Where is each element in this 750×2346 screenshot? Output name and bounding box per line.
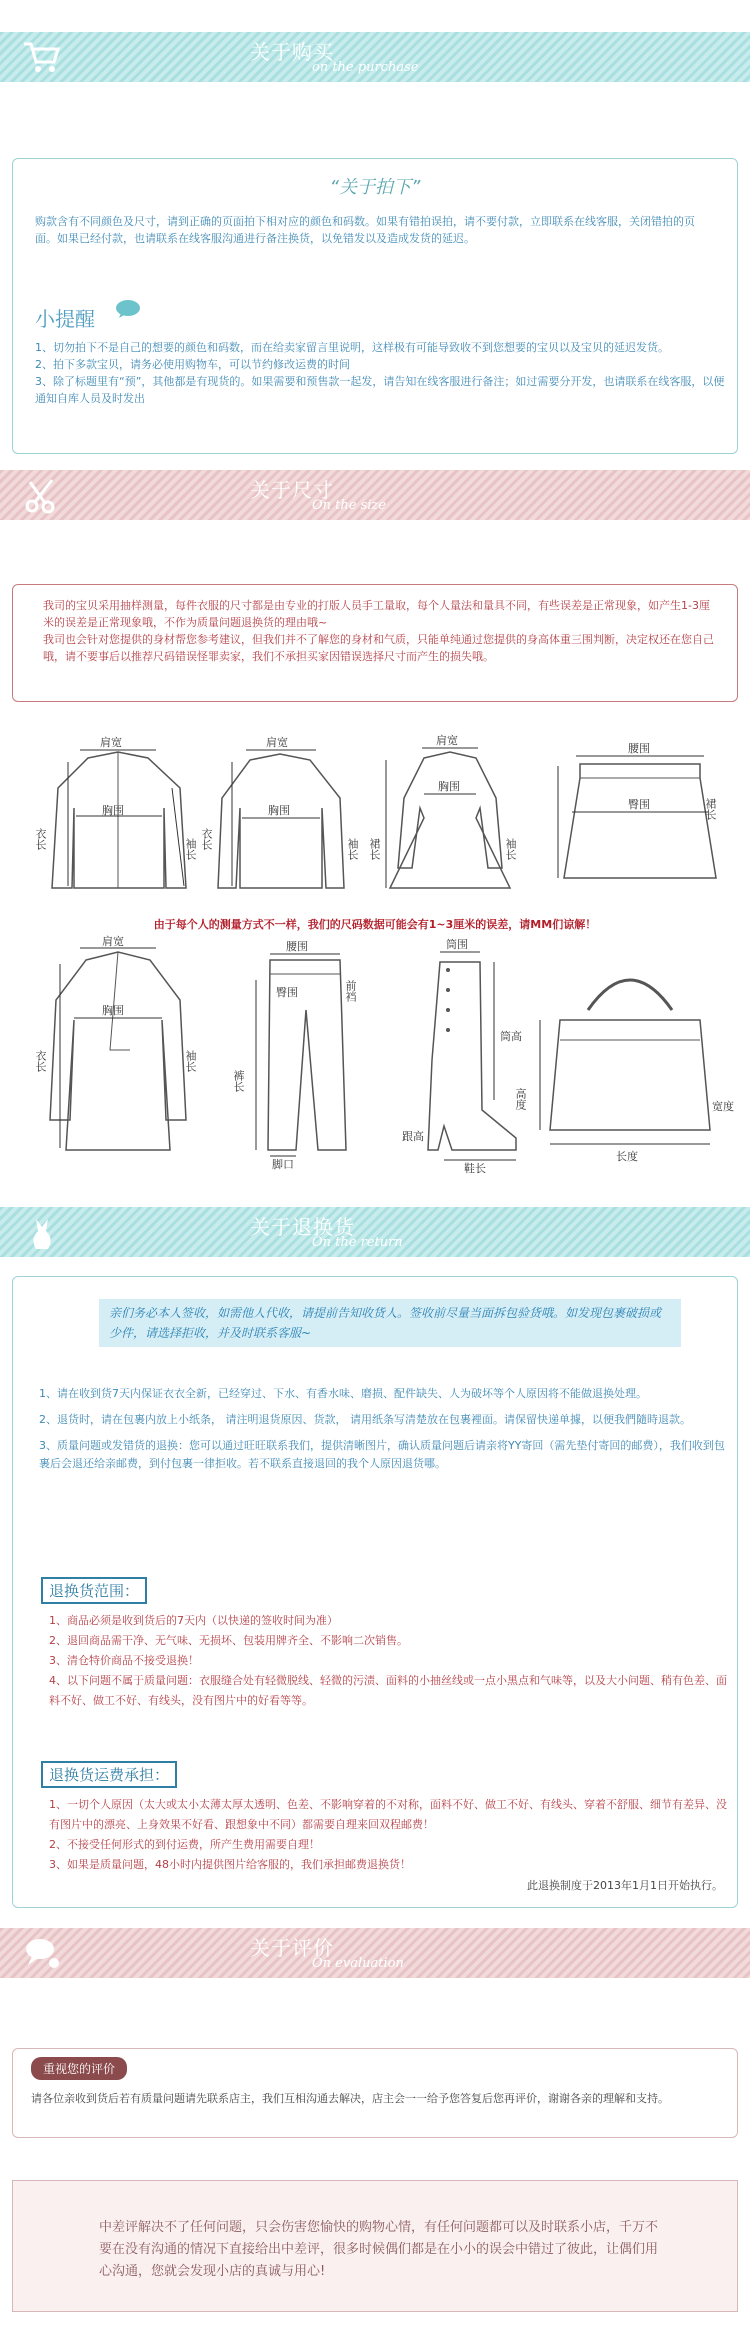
- label-front-rise: 前裆: [344, 980, 356, 1002]
- label-hip: 臀围: [628, 799, 650, 811]
- returns-list: [39, 1385, 729, 1473]
- evaluation-paragraph: 请各位亲收到货后若有质量问题请先联系店主，我们互相沟通去解决，店主会一一给予您答复后您再评价，谢谢各亲的理解和支持。: [31, 2092, 669, 2105]
- returns-box: [12, 1276, 738, 1908]
- scissors-ruler-icon: [22, 476, 62, 514]
- size-notice-box: [12, 584, 738, 702]
- returns-highlight: 亲们务必本人签收，如需他人代收，请提前告知收货人。签收前尽量当面拆包验货哦。如发现包裹破损或少件，请选择拒收，并及时联系客服~: [99, 1299, 681, 1347]
- returns-title: 关于退换货: [250, 1215, 355, 1239]
- pants-diagram: [256, 954, 346, 1156]
- label-sleeve: 袖长: [184, 1050, 196, 1072]
- label-bust: 胸围: [102, 1005, 124, 1017]
- fee-item: 2、不接受任何形式的到付运费，所产生费用需要自理！: [49, 1838, 320, 1851]
- evaluation-quote-box: [12, 2180, 738, 2312]
- chat-bubbles-icon: [22, 1934, 62, 1972]
- label-waist: 腰围: [628, 743, 650, 755]
- evaluation-subtitle: On evaluation: [312, 1956, 404, 1971]
- label-shaft: 筒高: [500, 1031, 522, 1043]
- cat-icon: [22, 1213, 62, 1251]
- scope-item: 4、以下问题不属于质量问题：衣服缝合处有轻微脱线、轻微的污渍、面料的小抽丝线或一点小黑点和气味等，以及大小问题、稍有色差、面料不好、做工不好、有线头，没有图片中的好看等等。: [49, 1674, 727, 1707]
- label-heel: 跟高: [402, 1131, 424, 1143]
- reminder-title: 小提醒: [35, 307, 95, 331]
- returns-item: 1、请在收到货7天内保证衣衣全新，已经穿过、下水、有香水味、磨损、配件缺失、人为破坏等个人原因将不能做退换处理。: [39, 1387, 647, 1400]
- purchase-paragraph: 购款含有不同颜色及尺寸，请到正确的页面拍下相对应的颜色和码数。如果有错拍误拍，请不要付款，立即联系在线客服，关闭错拍的页面。如果已经付款，也请联系在线客服沟通进行备注换货，以免错发以及造成发货的延迟。: [35, 215, 695, 245]
- label-shoulder: 肩宽: [102, 936, 124, 948]
- reminder-item: 2、拍下多款宝贝，请务必使用购物车，可以节约修改运费的时间: [35, 358, 350, 371]
- evaluation-badge: 重视您的评价: [31, 2057, 127, 2080]
- dress-diagram: [386, 748, 510, 888]
- size-title: 关于尺寸: [250, 478, 334, 502]
- label-length: 衣长: [200, 828, 212, 850]
- label-shoulder: 肩宽: [436, 735, 458, 747]
- size-notice: 我司的宝贝采用抽样测量，每件衣服的尺寸都是由专业的打版人员手工量取，每个人量法和量具不同，有些误差是正常现象，如产生1-3厘米的误差是正常现象哦，不作为质量问题退换货的理由哦~ 我司也会针对您提供的身材帮您参考建议，但我们并不了解您的身材和气质，只能单纯通过您提供的身高体重三围判断，决定权还在您自己哦，请不要事后以推荐尺码错误怪罪卖家，我们不承担买家因错误选择尺寸而产生的损失哦。: [43, 599, 714, 663]
- jacket-diagram: [52, 750, 186, 888]
- reminder-item: 1、切勿拍下不是自己的想要的颜色和码数，而在给卖家留言里说明，这样极有可能导致收不到您想要的宝贝以及宝贝的延迟发货。: [35, 341, 669, 354]
- speech-bubble-icon: [115, 299, 141, 319]
- shopping-cart-icon: [22, 38, 62, 76]
- skirt-diagram: [558, 756, 716, 878]
- scope-title: 退换货范围：: [41, 1577, 147, 1604]
- label-bust: 胸围: [438, 781, 460, 793]
- label-height: 高度: [514, 1088, 526, 1110]
- returns-banner: [0, 1207, 750, 1257]
- size-diagrams-bottom: [34, 936, 734, 1175]
- label-sleeve: 袖长: [504, 838, 516, 860]
- label-foot: 鞋长: [464, 1163, 486, 1175]
- label-length: 衣长: [34, 1050, 46, 1072]
- label-leg-opening: 脚口: [272, 1159, 294, 1171]
- label-sleeve: 袖长: [346, 838, 358, 860]
- label-skirt-length: 裙长: [704, 798, 716, 820]
- fee-list: [49, 1795, 729, 1875]
- label-bag-width: 宽度: [712, 1101, 734, 1113]
- fee-item: 3、如果是质量问题，48小时内提供图片给客服的，我们承担邮费退换货！: [49, 1858, 411, 1871]
- purchase-heading: “关于拍下”: [329, 177, 421, 198]
- label-bust: 胸围: [268, 805, 290, 817]
- purchase-title: 关于购买: [250, 40, 334, 64]
- fee-item: 1、一切个人原因（太大或太小太薄太厚太透明、色差、不影响穿着的不对称，面料不好、做工不好、有线头、穿着不舒服、细节有差异、没有图片中的漂亮、上身效果不好看、跟想象中不同）都需要自理来回双程邮费！: [49, 1798, 727, 1831]
- evaluation-box: [12, 2048, 738, 2138]
- boot-diagram: [428, 952, 516, 1160]
- fee-title: 退换货运费承担：: [41, 1761, 177, 1788]
- size-diagrams-top: [34, 735, 720, 918]
- scope-item: 2、退回商品需干净、无气味、无损坏、包装用牌齐全、不影响二次销售。: [49, 1634, 408, 1647]
- reminder-item: 3、除了标题里有“预”，其他都是有现货的。如果需要和预售款一起发，请告知在线客服进行备注；如过需要分开发，也请联系在线客服，以便通知自库人员及时发出: [35, 375, 725, 405]
- coat-diagram: [50, 948, 186, 1150]
- bag-diagram: [540, 980, 710, 1144]
- sweater-diagram: [218, 750, 344, 888]
- label-bag-length: 长度: [616, 1151, 638, 1163]
- size-subtitle: On the size: [312, 498, 386, 513]
- label-sleeve: 袖长: [184, 838, 196, 860]
- evaluation-banner: [0, 1928, 750, 1978]
- effective-date: 此退换制度于2013年1月1日开始执行。: [527, 1879, 723, 1892]
- reminder-list: [35, 339, 725, 407]
- evaluation-quote: 中差评解决不了任何问题，只会伤害您愉快的购物心情，有任何问题都可以及时联系小店，千万不要在没有沟通的情况下直接给出中差评，很多时候偶们都是在小小的误会中错过了彼此，让偶们用心沟通，您就会发现小店的真诚与用心!: [99, 2220, 659, 2279]
- returns-subtitle: On the return: [312, 1235, 403, 1250]
- scope-item: 1、商品必须是收到货后的7天内（以快递的签收时间为准）: [49, 1614, 338, 1627]
- label-shoulder: 肩宽: [100, 737, 122, 749]
- purchase-subtitle: on the purchase: [312, 60, 419, 75]
- scope-item: 3、清仓特价商品不接受退换！: [49, 1654, 199, 1667]
- label-skirt-length: 裙长: [368, 838, 380, 860]
- purchase-box: [12, 158, 738, 454]
- label-length: 衣长: [34, 828, 46, 850]
- label-waist: 腰围: [286, 941, 308, 953]
- label-pants-length: 裤长: [232, 1070, 244, 1092]
- measure-note: 由于每个人的测量方式不一样，我们的尺码数据可能会有1~3厘米的误差，请MM们谅解！: [153, 918, 597, 931]
- scope-list: [49, 1611, 729, 1711]
- label-shoulder: 肩宽: [266, 737, 288, 749]
- label-bust: 胸围: [102, 805, 124, 817]
- label-hip: 臀围: [276, 987, 298, 999]
- evaluation-title: 关于评价: [250, 1936, 334, 1960]
- returns-item: 3、质量问题或发错货的退换：您可以通过旺旺联系我们，提供清晰图片，确认质量问题后请亲将YY寄回（需先垫付寄回的邮费），我们收到包裹后会退还给亲邮费，到付包裹一律拒收。若不联系直接退回的我个人原因退货哪。: [39, 1439, 725, 1470]
- label-calf: 筒围: [446, 939, 468, 951]
- size-banner: [0, 470, 750, 520]
- purchase-banner: [0, 32, 750, 82]
- returns-item: 2、退货时，请在包裹内放上小纸条， 请注明退货原因、货款， 请用纸条写清楚放在包裹裡面。请保留快递单據，以便我們隨時退款。: [39, 1413, 691, 1426]
